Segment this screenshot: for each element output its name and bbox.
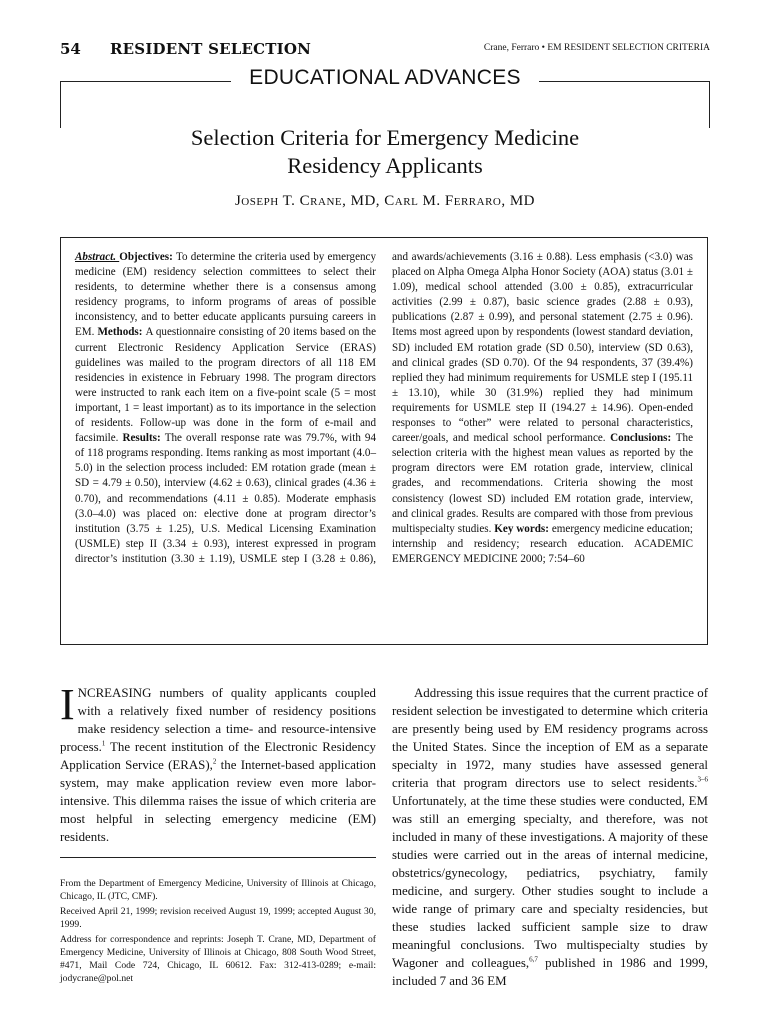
citation-6-7: 6,7 [529, 955, 538, 964]
footnotes [60, 877, 376, 987]
running-header [60, 40, 710, 58]
citation-3-6: 3–6 [697, 775, 708, 784]
results-label: Results: [122, 432, 165, 445]
objectives-label: Objectives: [119, 251, 177, 263]
footnote-affiliation: From the Department of Emergency Medicine, University of Illinois at Chicago, Chicago, IL (JTC, CMF). [60, 878, 376, 902]
running-head: Crane, Ferraro • EM RESIDENT SELECTION CRITERIA [483, 43, 710, 53]
page-number: 54 [60, 40, 81, 58]
article-title [60, 124, 710, 180]
conclusions-text: The selection criteria with the highest mean values as reported by the program directors were EM rotation grade, interview, clinical grades, and recommendations. Criteria showing the most consistency (lowest SD) included EM rotation grade, interview, and clinical grades. Results are compared with those from previous multispecialty studies. [392, 432, 693, 535]
right-text-2: Unfortunately, at the time these studies were conducted, EM was still an emerging specialty, and therefore, was not included in many of these investigations. A majority of these studies were carried out in the areas of internal medicine, obstetrics/gynecology, pediatrics, psychiatry, family medicine, and surgery. Other studies sought to include a wide range of primary care and specialty residencies, but these studies lacked sufficient sample size to draw meaningful conclusions. Two multispecialty studies by Wagoner and colleagues, [392, 794, 708, 970]
footnote-correspondence: Address for correspondence and reprints: Joseph T. Crane, MD, Department of Emergency Medicine, University of Illinois at Chicago, 808 South Wood Street, #471, Mail Code 724, Chicago, IL 60612. Fax: 312-413-0289; e-mail: jodycrane@pol.net [60, 934, 376, 984]
right-text-1: Addressing this issue requires that the current practice of resident selection be investigated to determine which criteria are presently being used by EM residency programs across the United States. Since the inception of EM as a separate specialty in 1972, many studies have assessed general criteria that program directors use to select residents. [392, 686, 708, 790]
intro-text-3: the Internet-based application system, may make application review even more labor-intensive. This dilemma raises the issue of which criteria are most helpful in selecting emergency medicine (EM) residents. [60, 758, 377, 844]
results-text: The overall response rate was 79.7%, with 94 of 118 programs responding. Items ranking as most important (4.0–5.0) in the selection process included: EM rotation grade (mean ± SD = 4.79 ± 0.50), interview (4.62 ± 0.63), clinical grades (4.36 ± 0.70), and recommendations (4.11 ± 0.85). Moderate emphasis (3.0–4.0) was placed on: elective done at program director’s institution (3.75 ± 1.25), U.S. Medical Licensing Examination (USMLE) step II (3.34 ± 0.93), interest expressed in program director’s institution (3.30 ± 1.19), USMLE step I (3.28 ± 0.86), and awards/achievements (3.16 ± 0.88). Less emphasis (<3.0) was placed on Alpha Omega Alpha Honor Society (AOA) status (3.01 ± 1.09), medical school attended (3.00 ± 0.85), extracurricular activities (2.99 ± 0.87), basic science grades (2.88 ± 0.93), publications (2.87 ± 0.99), and personal statement (2.75 ± 0.96). Items most agreed upon by respondents (lowest standard deviation, SD) included EM rotation grade (SD 0.50), interview (SD 0.63), and clinical grades (SD 0.70). Of the 94 respondents, 37 (39.4%) replied they had minimum requirements for USMLE step I (195.11 ± 13.10), while 30 (31.9%) replied they had minimum requirements for USMLE step II (194.27 ± 14.96). Open-ended responses to “other” were related to personal characteristics, career/goals, and medical school performance. [75, 251, 693, 565]
citation-2: 2 [212, 757, 217, 766]
body-left-column [60, 680, 377, 846]
band-title: EDUCATIONAL ADVANCES [249, 66, 521, 89]
section-title: RESIDENT SELECTION [110, 40, 312, 58]
keywords-text: emergency medicine education; internship and residency; research education. ACADEMIC EMERGENCY MEDICINE 2000; 7:54–60 [392, 522, 694, 565]
intro-lead: NCREASING numbers of quality applicants coupled with a relatively fixed number of residency positions make residency selection a time- and resource-intensive process. [60, 686, 376, 754]
section-band [60, 66, 710, 128]
methods-text: A questionnaire consisting of 20 items based on the current Electronic Residency Application Service (ERAS) guidelines was mailed to the program directors of all 118 EM residencies in existence in February 1998. The program directors were instructed to rank each item on a five-point scale (5 = most important, 1 = least important) as to its importance in the selection of residents. Follow-up was done in the form of e-mail and facsimile. [75, 326, 377, 445]
conclusions-label: Conclusions: [610, 432, 676, 445]
body-right-column [392, 684, 708, 990]
keywords-label: Key words: [494, 522, 552, 535]
authors: Joseph T. Crane, MD, Carl M. Ferraro, MD [234, 193, 536, 209]
footnote-divider [60, 857, 376, 858]
footnote-received: Received April 21, 1999; revision received August 19, 1999; accepted August 30, 1999. [60, 906, 376, 930]
abstract-text [75, 250, 693, 567]
article-title-line-1: Selection Criteria for Emergency Medicine [190, 125, 580, 150]
right-text-3: published in 1986 and 1999, included 7 and 36 EM [392, 956, 708, 988]
article-title-line-2: Residency Applicants [287, 153, 483, 178]
methods-label: Methods: [97, 326, 146, 339]
drop-cap: I [60, 680, 75, 729]
abstract-label: Abstract. [75, 251, 120, 263]
objectives-text: To determine the criteria used by emergency medicine (EM) residency selection committees to select their residents, to determine whether there is a consensus among residency programs, to inform programs of areas of possible inconsistency, and to better educate applicants pursuing careers in EM. [75, 251, 377, 339]
intro-text-2: The recent institution of the Electronic Residency Application Service (ERAS), [60, 740, 376, 772]
abstract-box [60, 237, 708, 645]
citation-1: 1 [101, 739, 106, 748]
